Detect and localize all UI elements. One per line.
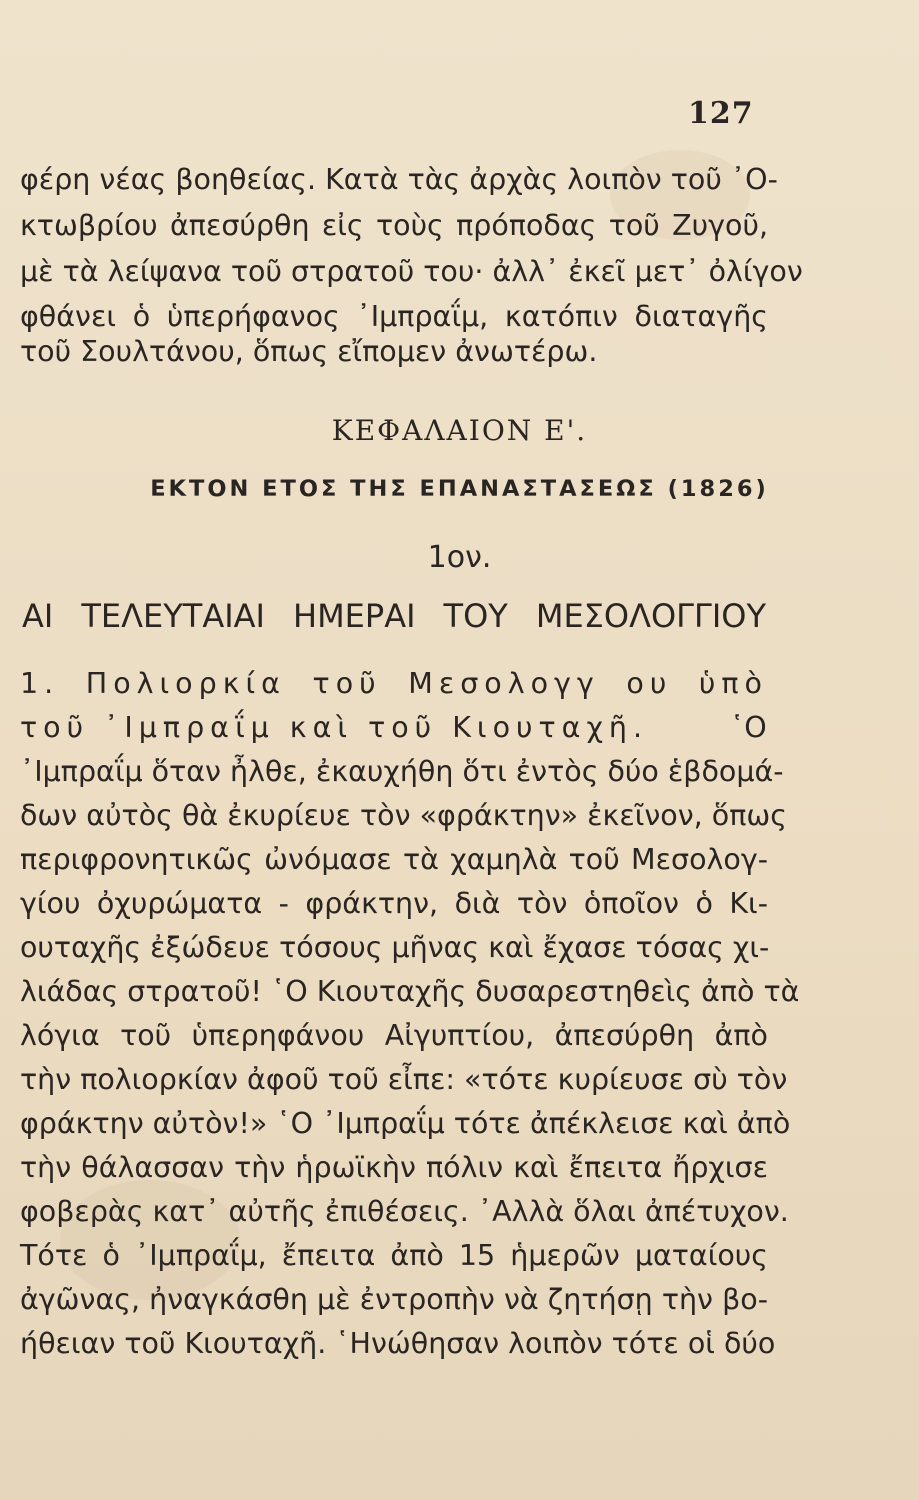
text-line: λιάδας στρατοῦ! ῾Ο Κιουταχῆς δυσαρεστηθεὶς ἀπὸ τὰ — [20, 975, 800, 1008]
text-line: φράκτην αὐτὸν!» ῾Ο ᾿Ιμπραΐμ τότε ἀπέκλεισε καὶ ἀπὸ — [20, 1107, 791, 1140]
chapter-label: ΚΕΦΑΛΑΙΟΝ Ε'. — [331, 414, 588, 447]
text-line: περιφρονητικῶς ὠνόμασε τὰ χαμηλὰ τοῦ Μεσολογ- — [20, 843, 768, 876]
section-title: ΑΙ ΤΕΛΕΥΤΑΙΑΙ ΗΜΕΡΑΙ ΤΟΥ ΜΕΣΟΛΟΓΓΙΟΥ — [22, 597, 766, 635]
text-line: ἀγῶνας, ἠναγκάσθη μὲ ἐντροπὴν νὰ ζητήσῃ τὴν βο- — [20, 1283, 768, 1316]
year-heading: ΕΚΤΟΝ ΕΤΟΣ ΤΗΣ ΕΠΑΝΑΣΤΑΣΕΩΣ (1826) — [150, 476, 769, 502]
text-line: Τότε ὁ ᾿Ιμπραΐμ, ἔπειτα ἀπὸ 15 ἡμερῶν ματαίους — [20, 1239, 768, 1272]
text-line: τὴν πολιορκίαν ἀφοῦ τοῦ εἶπε: «τότε κυρίευσε σὺ τὸν — [20, 1063, 788, 1096]
text-line: γίου ὀχυρώματα - φράκτην, διὰ τὸν ὁποῖον ὁ Κι- — [20, 887, 768, 920]
part-number: 1ον. — [427, 540, 492, 575]
text-line: φοβερὰς κατ᾿ αὐτῆς ἐπιθέσεις. ᾿Αλλὰ ὅλαι ἀπέτυχον. — [20, 1195, 789, 1228]
text-line: μὲ τὰ λείψανα τοῦ στρατοῦ του· ἀλλ᾿ ἐκεῖ μετ᾿ ὀλίγον — [20, 255, 803, 288]
text-line: φέρη νέας βοηθείας. Κατὰ τὰς ἀρχὰς λοιπὸν τοῦ ᾿Ο- — [20, 163, 778, 196]
subsection-heading-line: τοῦ ᾿Ιμπραΐμ καὶ τοῦ Κιουταχῆ. — [20, 711, 649, 744]
subsection-heading-line: 1. Πολιορκία τοῦ Μεσολογγ ου ὑπὸ — [20, 667, 768, 700]
text-line: ᾿Ιμπραΐμ ὅταν ἦλθε, ἐκαυχήθη ὅτι ἐντὸς δύο ἑβδομά- — [20, 755, 784, 788]
text-line: ήθειαν τοῦ Κιουταχῆ. ῾Ηνώθησαν λοιπὸν τότε οἱ δύο — [20, 1327, 776, 1360]
text-line: κτωβρίου ἀπεσύρθη εἰς τοὺς πρόποδας τοῦ Ζυγοῦ, — [20, 209, 768, 242]
text-line: φθάνει ὁ ὑπερήφανος ᾿Ιμπραΐμ, κατόπιν διαταγῆς — [20, 300, 768, 333]
text-line: ῾Ο — [730, 711, 767, 744]
text-line: δων αὐτὸς θὰ ἐκυρίευε τὸν «φράκτην» ἐκεῖνον, ὅπως — [20, 799, 787, 832]
text-line: τοῦ Σουλτάνου, ὅπως εἴπομεν ἀνωτέρω. — [20, 335, 598, 368]
text-line: τὴν θάλασσαν τὴν ἡρωϊκὴν πόλιν καὶ ἔπειτα ἤρχισε — [20, 1151, 768, 1184]
page-number: 127 — [688, 96, 754, 131]
text-line: λόγια τοῦ ὑπερηφάνου Αἰγυπτίου, ἀπεσύρθη ἀπὸ — [20, 1019, 768, 1052]
text-line: ουταχῆς ἐξώδευε τόσους μῆνας καὶ ἔχασε τόσας χι- — [20, 931, 770, 964]
